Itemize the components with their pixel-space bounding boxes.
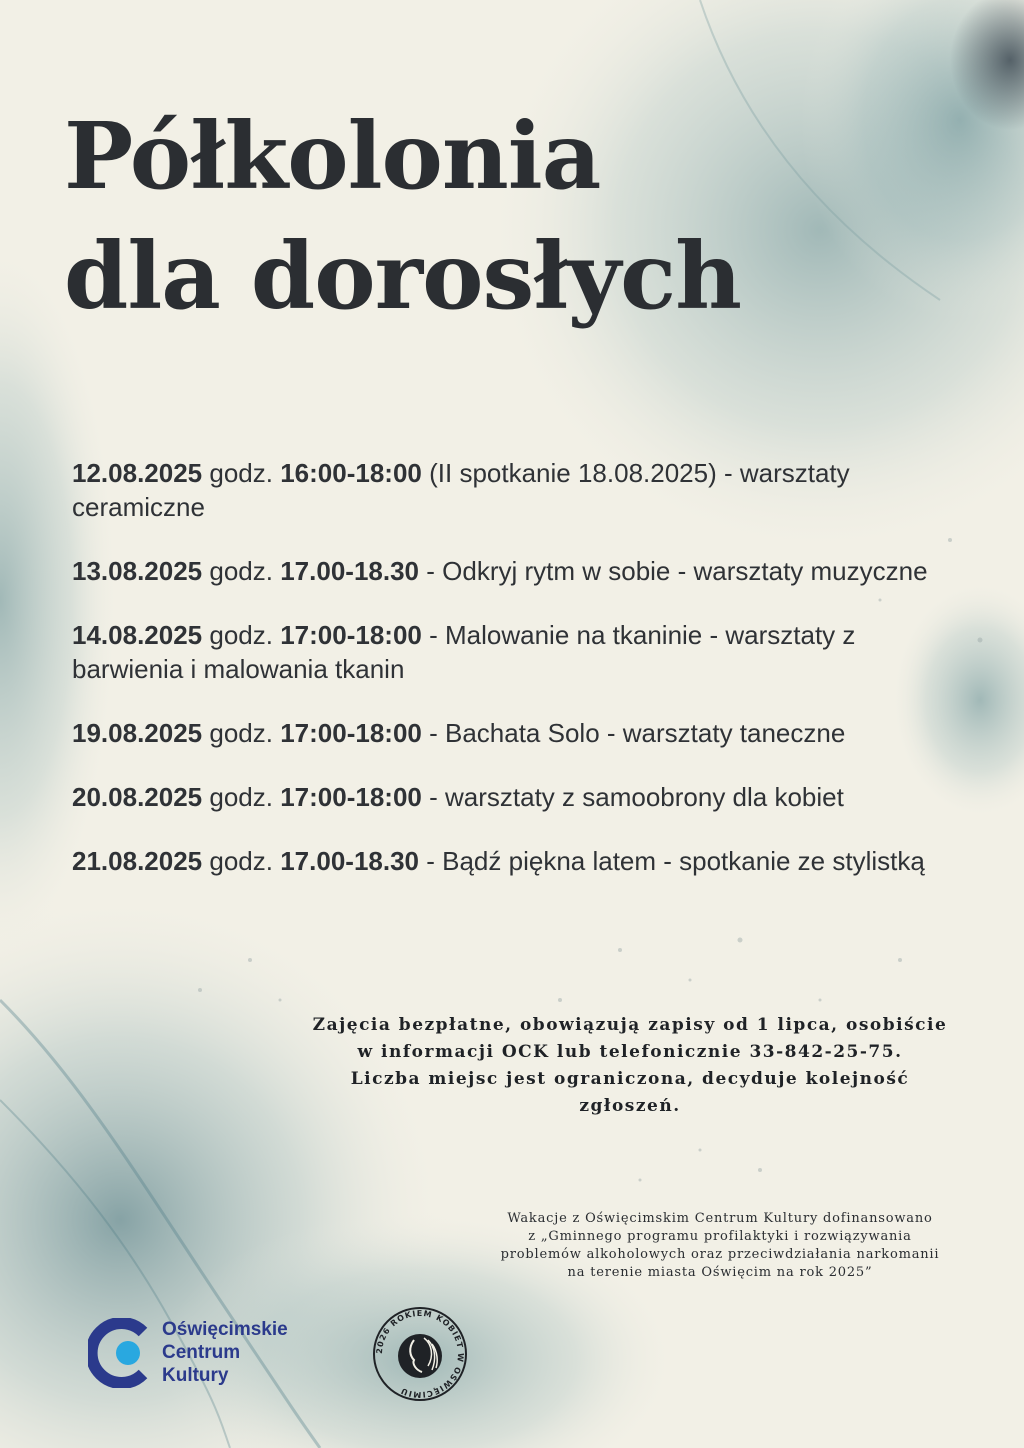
woman-profile-icon [398, 1334, 442, 1378]
event-godz: godz. [209, 846, 273, 876]
rokiem-kobiet-ring-text: 2026 ROKIEM KOBIET W OŚWIĘCIMIU [374, 1308, 466, 1400]
event-time: 16:00-18:00 [280, 458, 422, 488]
page-title [64, 96, 741, 336]
event-date: 12.08.2025 [72, 458, 203, 488]
event-date: 19.08.2025 [72, 718, 203, 748]
event-description: - warsztaty z samoobrony dla kobiet [429, 782, 844, 812]
notice-line: Zajęcia bezpłatne, obowiązują zapisy od 1 lipca, osobiście [312, 1015, 948, 1035]
ock-logo [88, 1318, 308, 1394]
event-godz: godz. [209, 718, 273, 748]
notice-line: zgłoszeń. [579, 1096, 681, 1116]
event-item [72, 844, 952, 878]
rokiem-kobiet-logo [370, 1304, 470, 1404]
event-description: - Malowanie na tkaninie - warsztaty z barwienia i malowania tkanin [72, 620, 856, 684]
event-list [72, 456, 952, 908]
event-godz: godz. [209, 458, 273, 488]
event-item [72, 716, 952, 750]
event-description: - Bądź piękna latem - spotkanie ze stylistką [426, 846, 925, 876]
funding-note [470, 1210, 970, 1282]
ock-name-line: Kultury [162, 1365, 229, 1386]
ock-name-line: Centrum [162, 1342, 241, 1363]
title-line-1: Półkolonia [64, 102, 601, 210]
event-item [72, 618, 952, 686]
funding-line: z „Gminnego programu profilaktyki i rozwiązywania [528, 1229, 912, 1244]
event-item [72, 780, 952, 814]
title-line-2: dla dorosłych [64, 222, 741, 330]
event-time: 17.00-18.30 [280, 846, 420, 876]
event-godz: godz. [209, 556, 273, 586]
notice-line: w informacji OCK lub telefonicznie 33-842-25-75. [357, 1042, 903, 1062]
event-godz: godz. [209, 782, 273, 812]
funding-line: Wakacje z Oświęcimskim Centrum Kultury dofinansowano [507, 1211, 933, 1226]
event-time: 17:00-18:00 [280, 782, 422, 812]
funding-line: problemów alkoholowych oraz przeciwdziałania narkomanii [500, 1247, 940, 1262]
event-date: 20.08.2025 [72, 782, 203, 812]
event-time: 17:00-18:00 [280, 620, 422, 650]
event-description: (II spotkanie 18.08.2025) - warsztaty ceramiczne [72, 458, 850, 522]
event-time: 17:00-18:00 [280, 718, 422, 748]
event-godz: godz. [209, 620, 273, 650]
notice-line: Liczba miejsc jest ograniczona, decyduje kolejność [350, 1069, 910, 1089]
event-time: 17.00-18.30 [280, 556, 420, 586]
event-item [72, 456, 952, 524]
registration-notice [300, 1012, 960, 1120]
funding-line: na terenie miasta Oświęcim na rok 2025” [567, 1265, 873, 1280]
event-date: 13.08.2025 [72, 556, 203, 586]
event-description: - Odkryj rytm w sobie - warsztaty muzyczne [426, 556, 928, 586]
event-description: - Bachata Solo - warsztaty taneczne [429, 718, 846, 748]
ock-name [162, 1318, 288, 1387]
event-date: 14.08.2025 [72, 620, 203, 650]
ock-c-logo-icon [88, 1318, 158, 1388]
ock-name-line: Oświęcimskie [162, 1319, 288, 1340]
event-date: 21.08.2025 [72, 846, 203, 876]
event-item [72, 554, 952, 588]
